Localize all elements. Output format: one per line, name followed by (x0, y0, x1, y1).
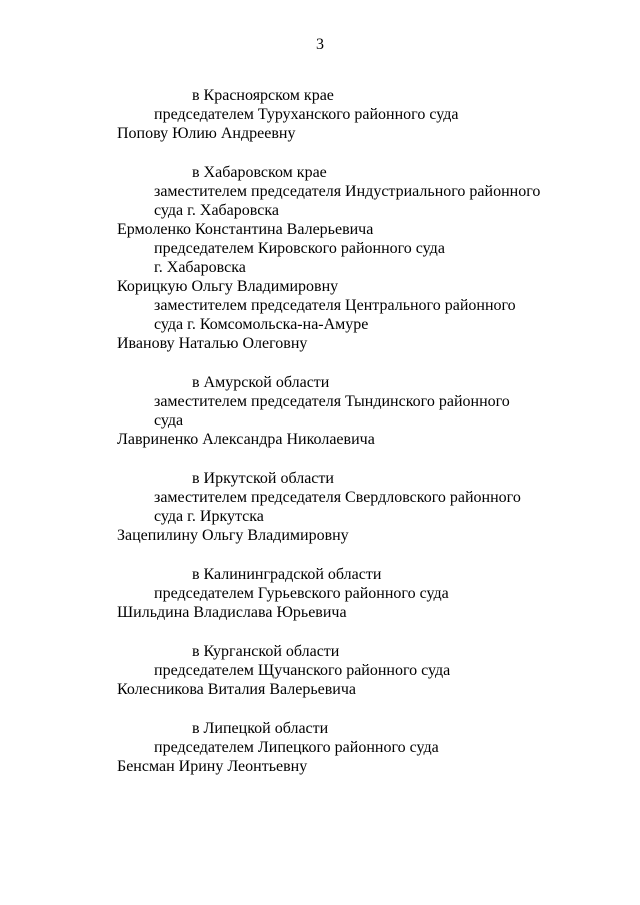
region-heading: в Курганской области (192, 643, 340, 660)
region-heading: в Калининградской области (192, 566, 382, 583)
region-heading: в Красноярском крае (192, 87, 334, 104)
region-heading: в Липецкой области (192, 720, 329, 737)
position-line: председателем Гурьевского районного суда (154, 585, 449, 602)
position-line: заместителем председателя Центрального районного (154, 297, 516, 314)
position-line: суда (154, 412, 184, 429)
region-heading: в Иркутской области (192, 470, 334, 487)
position-line: заместителем председателя Тындинского районного (154, 393, 510, 410)
position-line: суда г. Комсомольска-на-Амуре (154, 316, 369, 333)
position-line: суда г. Иркутска (154, 508, 264, 525)
person-name: Ермоленко Константина Валерьевича (117, 221, 374, 238)
person-name: Корицкую Ольгу Владимировну (117, 278, 339, 295)
position-line: суда г. Хабаровска (154, 202, 279, 219)
position-line: председателем Туруханского районного суда (154, 106, 459, 123)
position-line: заместителем председателя Индустриального районного (154, 183, 541, 200)
person-name: Бенсман Ирину Леонтьевну (117, 758, 308, 775)
person-name: Колесникова Виталия Валерьевича (117, 681, 357, 698)
person-name: Иванову Наталью Олеговну (117, 335, 308, 352)
region-heading: в Хабаровском крае (192, 164, 327, 181)
position-line: председателем Кировского районного суда (154, 240, 445, 257)
region-heading: в Амурской области (192, 374, 330, 391)
person-name: Шильдина Владислава Юрьевича (117, 604, 347, 621)
person-name: Лавриненко Александра Николаевича (117, 431, 375, 448)
position-line: заместителем председателя Свердловского районного (154, 489, 521, 506)
person-name: Зацепилину Ольгу Владимировну (117, 527, 349, 544)
page-number: 3 (316, 36, 324, 53)
person-name: Попову Юлию Андреевну (117, 125, 296, 142)
position-line: председателем Щучанского районного суда (154, 662, 451, 679)
position-line: г. Хабаровска (154, 259, 246, 276)
position-line: председателем Липецкого районного суда (154, 739, 439, 756)
